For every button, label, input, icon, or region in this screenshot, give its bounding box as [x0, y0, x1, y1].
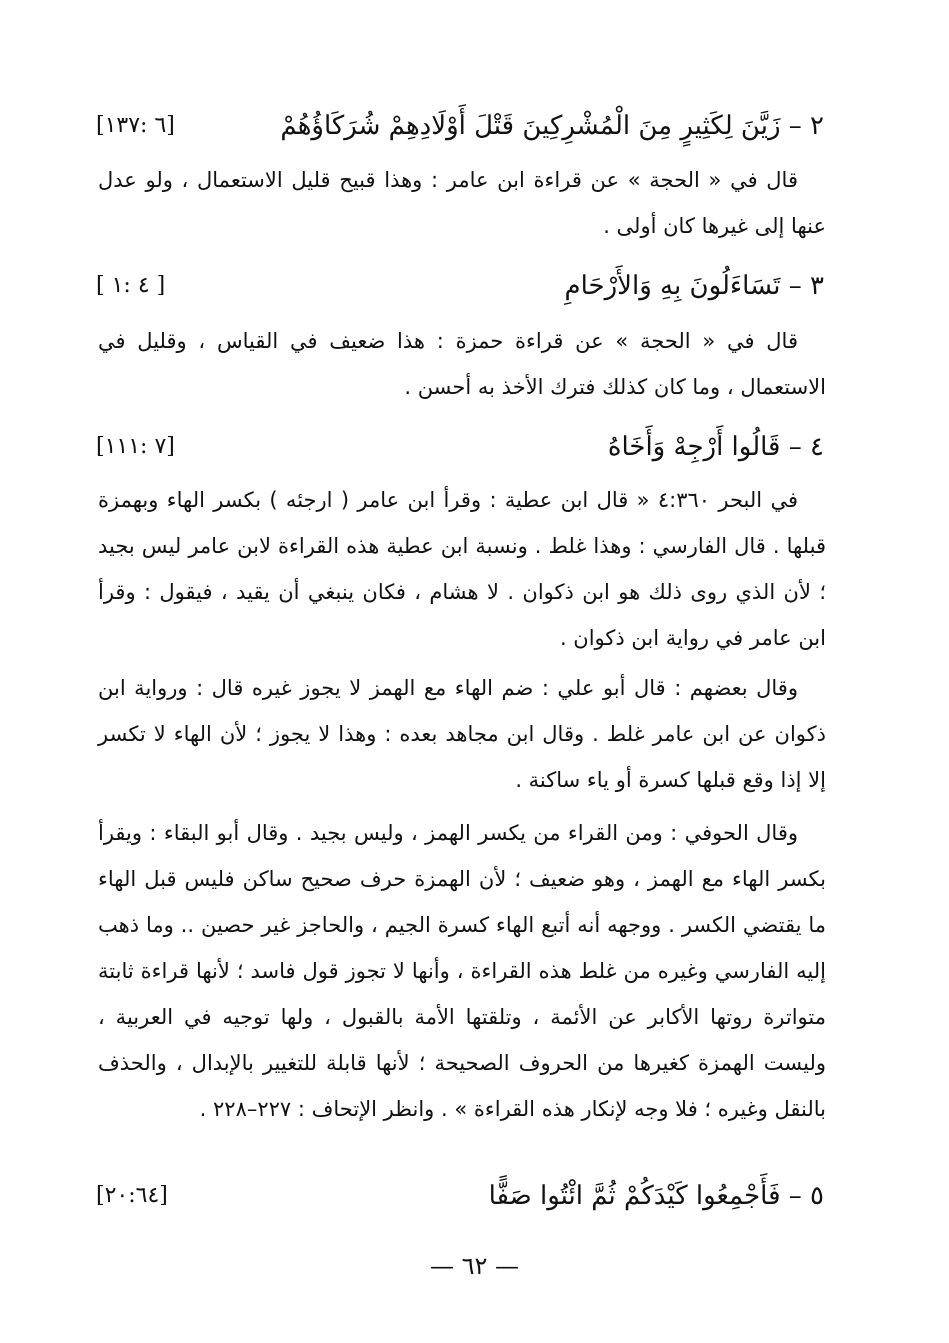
verse-entry-5	[96, 1176, 824, 1216]
commentary-paragraph-4: وقال بعضهم : قال أبو علي : ضم الهاء مع الهمز لا يجوز غيره قال : ورواية ابن ذكوان عن ابن عامر غلط . وقال ابن مجاهد بعده : وهذا لا يجوز ؛ لأن الهاء لا تكسر إلا إذا وقع قبلها كسرة أو ياء ساكنة .	[98, 676, 826, 792]
commentary-paragraph-3: في البحر ٤:٣٦٠ « قال ابن عطية : وقرأ ابن عامر ( ارجئه ) بكسر الهاء وبهمزة قبلها . قال الفارسي : وهذا غلط . ونسبة ابن عطية هذه القراءة لابن عامر ليس بجيد ؛ لأن الذي روى ذلك هو ابن ذكوان . لا هشام ، فكان ينبغي أن يقيد ، فيقول : وقرأ ابن عامر في رواية ابن ذكوان .	[98, 488, 826, 650]
verse-entry-3	[96, 266, 824, 306]
verse-reference: [٦ :١٣٧]	[96, 113, 175, 138]
verse-entry-4	[96, 427, 824, 467]
verse-entry-2	[96, 106, 824, 146]
commentary-paragraph-2: قال في « الحجة » عن قراءة حمزة : هذا ضعيف في القياس ، وقليل في الاستعمال ، وما كان كذلك فترك الأخذ به أحسن .	[98, 329, 826, 399]
verse-reference: [٢٠:٦٤]	[96, 1183, 168, 1208]
verse-text: ٤ – قَالُوا أَرْجِهْ وَأَخَاهُ	[607, 432, 824, 462]
verse-text: ٣ – تَسَاءَلُونَ بِهِ وَالأَرْحَامِ	[564, 271, 824, 301]
page-number: — ٦٢ —	[429, 1252, 520, 1280]
verse-reference: [٧ :١١١]	[96, 434, 175, 459]
commentary-paragraph-1: قال في « الحجة » عن قراءة ابن عامر : وهذا قبيح قليل الاستعمال ، ولو عدل عنها إلى غيرها كان أولى .	[98, 168, 826, 238]
verse-text: ٢ – زَيَّنَ لِكَثِيرٍ مِنَ الْمُشْرِكِينَ قَتْلَ أَوْلَادِهِمْ شُرَكَاؤُهُمْ	[280, 111, 824, 141]
verse-reference: [ ٤ :١ ]	[96, 273, 166, 298]
commentary-paragraph-5: وقال الحوفي : ومن القراء من يكسر الهمز ، وليس بجيد . وقال أبو البقاء : ويقرأ بكسر الهاء مع الهمز ، وهو ضعيف ؛ لأن الهمزة حرف صحيح ساكن فليس قبل الهاء ما يقتضي الكسر . ووجهه أنه أتبع الهاء كسرة الجيم ، والحاجز غير حصين .. وما ذهب إليه الفارسي وغيره من غلط هذه القراءة ، وأنها لا تجوز قول فاسد ؛ لأنها قراءة ثابتة متواترة روتها الأكابر عن الأئمة ، وتلقتها الأمة بالقبول ، ولها توجيه في العربية ، وليست الهمزة كغيرها من الحروف الصحيحة ؛ لأنها قابلة للتغيير بالإبدال ، والحذف بالنقل وغيره ؛ فلا وجه لإنكار هذه القراءة » . وانظر الإتحاف : ٢٢٧–٢٢٨ .	[98, 821, 826, 1121]
verse-text: ٥ – فَأَجْمِعُوا كَيْدَكُمْ ثُمَّ ائْتُوا صَفًّا	[488, 1181, 824, 1211]
